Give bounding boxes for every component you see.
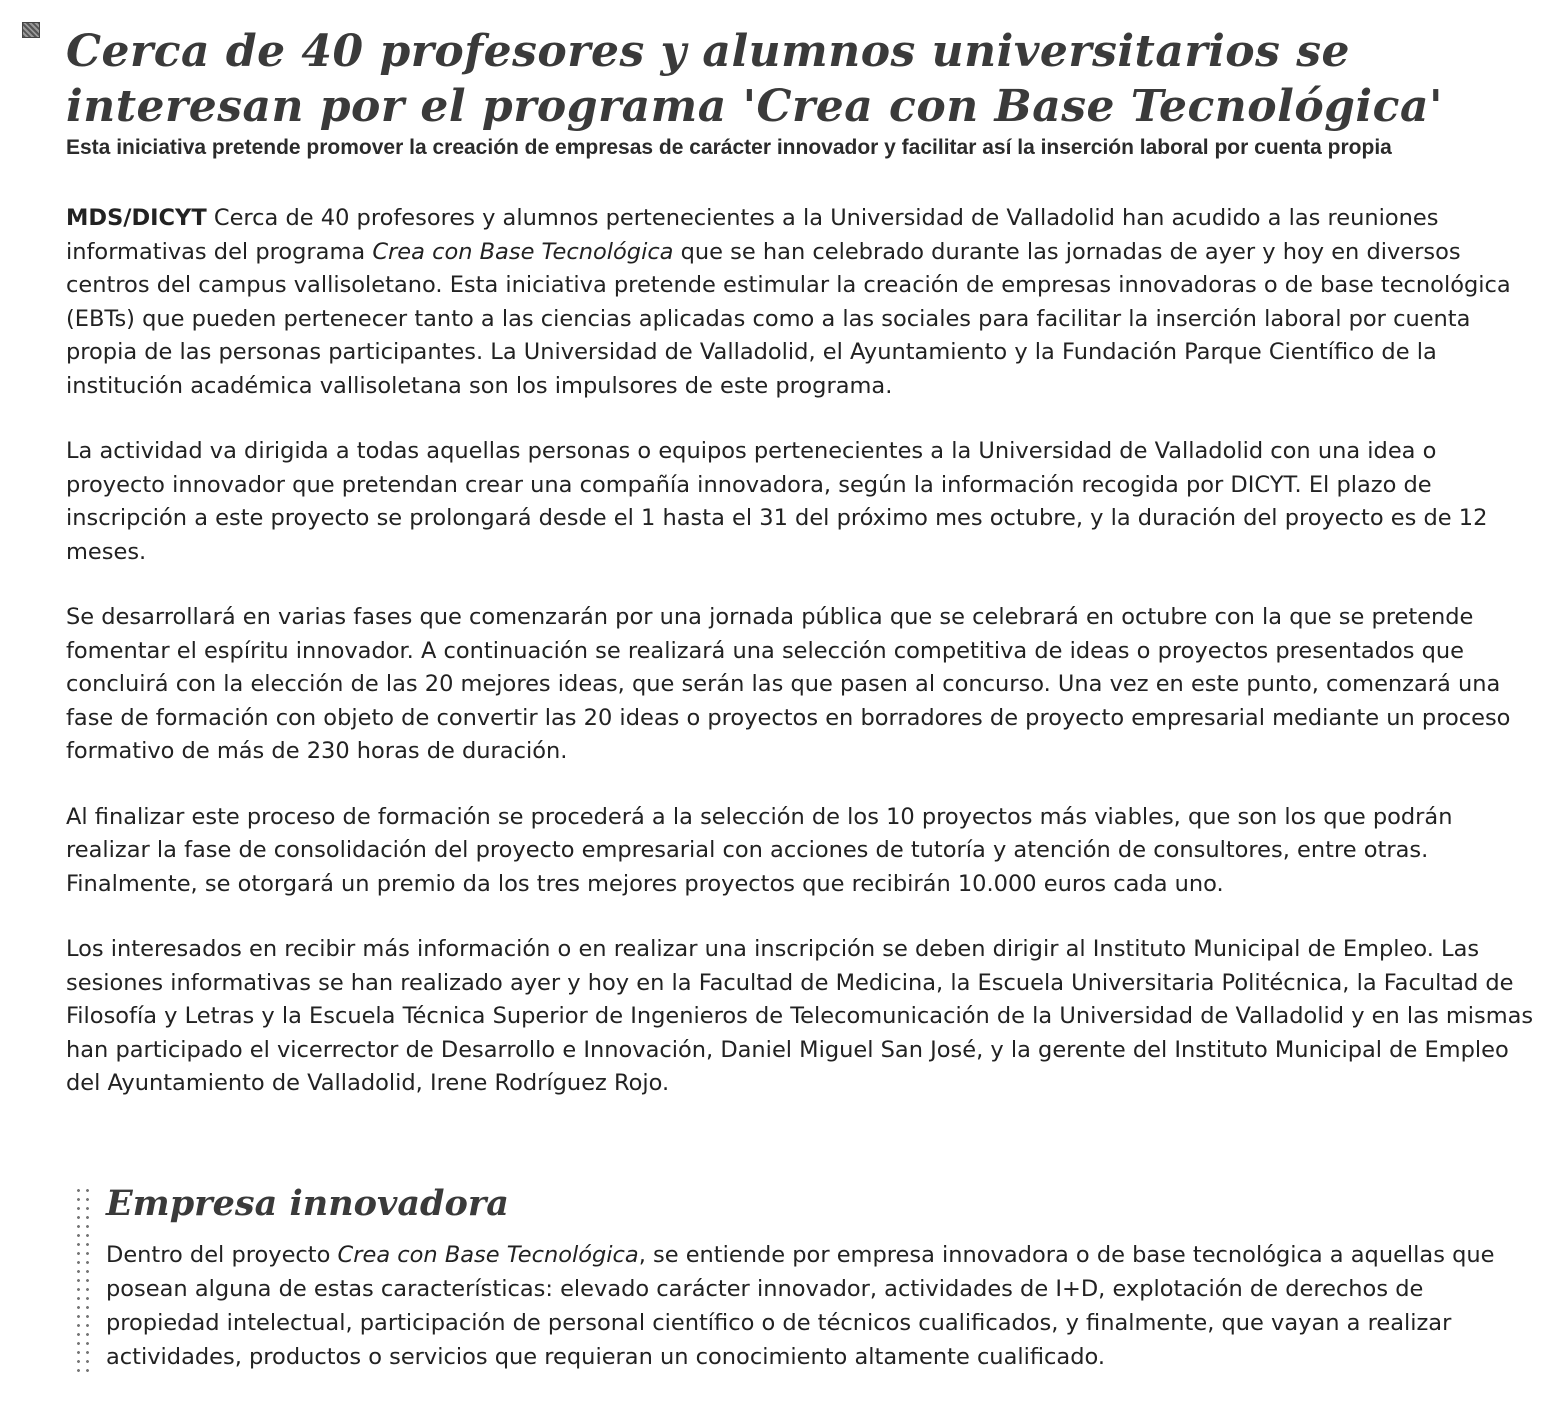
byline: MDS/DICYT xyxy=(66,205,207,231)
article-body xyxy=(66,202,1536,1133)
headline-bullet-icon xyxy=(22,22,40,38)
dotted-divider xyxy=(74,1186,92,1376)
paragraph-1-text-a: Cerca de 40 profesores y alumnos pertenecientes a la Universidad de Valladolid han acudido a las reuniones informativas del programa xyxy=(66,205,1439,265)
paragraph-2: La actividad va dirigida a todas aquellas personas o equipos pertenecientes a la Universidad de Valladolid con una idea o proyecto innovador que pretendan crear una compañía innovadora, según la información recogida por DICYT. El plazo de inscripción a este proyecto se prolongará desde el 1 hasta el 31 del próximo mes octubre, y la duración del proyecto es de 12 meses. xyxy=(66,438,1488,565)
sidebar-text-a: Dentro del proyecto xyxy=(106,1242,338,1268)
paragraph-4: Al finalizar este proceso de formación se procederá a la selección de los 10 proyectos más viables, que son los que podrán realizar la fase de consolidación del proyecto empresarial con acciones de tutoría y atención de consultores, entre otras. Finalmente, se otorgará un premio da los tres mejores proyectos que recibirán 10.000 euros cada uno. xyxy=(66,803,1453,897)
sidebar-text xyxy=(106,1238,1526,1374)
paragraph-3: Se desarrollará en varias fases que comenzarán por una jornada pública que se celebrará en octubre con la que se pretende fomentar el espíritu innovador. A continuación se realizará una selección competitiva de ideas o proyectos presentados que concluirá con la elección de las 20 mejores ideas, que serán las que pasen al concurso. Una vez en este punto, comenzará una fase de formación con objeto de convertir las 20 ideas o proyectos en borradores de proyecto empresarial mediante un proceso formativo de más de 230 horas de duración. xyxy=(66,604,1511,764)
paragraph-1-text-b: que se han celebrado durante las jornadas de ayer y hoy en diversos centros del campus vallisoletano. Esta iniciativa pretende estimular la creación de empresas innovadoras o de base tecnológica (EBTs) que pueden pertenecer tanto a las ciencias aplicadas como a las sociales para facilitar la inserción laboral por cuenta propia de las personas participantes. La Universidad de Valladolid, el Ayuntamiento y la Fundación Parque Científico de la institución académica vallisoletana son los impulsores de este programa. xyxy=(66,238,1511,399)
program-name: Crea con Base Tecnológica xyxy=(372,238,674,265)
sidebar-program-name: Crea con Base Tecnológica xyxy=(337,1242,639,1268)
paragraph-1 xyxy=(66,202,1536,403)
article-subheadline: Esta iniciativa pretende promover la creación de empresas de carácter innovador y facilitar así la inserción laboral por cuenta propia xyxy=(66,136,1392,159)
paragraph-5: Los interesados en recibir más información o en realizar una inscripción se deben dirigir al Instituto Municipal de Empleo. Las sesiones informativas se han realizado ayer y hoy en la Facultad de Medicina, la Escuela Universitaria Politécnica, la Facultad de Filosofía y Letras y la Escuela Técnica Superior de Ingenieros de Telecomunicación de la Universidad de Valladolid y en las mismas han participado el vicerrector de Desarrollo e Innovación, Daniel Miguel San José, y la gerente del Instituto Municipal de Empleo del Ayuntamiento de Valladolid, Irene Rodríguez Rojo. xyxy=(66,936,1534,1096)
sidebar-title: Empresa innovadora xyxy=(106,1183,509,1224)
article-headline: Cerca de 40 profesores y alumnos universitarios se interesan por el programa 'Crea con Base Tecnológica' xyxy=(66,26,1443,132)
sidebar-text-b: , se entiende por empresa innovadora o de base tecnológica a aquellas que posean alguna de estas características: elevado carácter innovador, actividades de I+D, explotación de derechos de propiedad intelectual, participación de personal científico o de técnicos cualificados, y finalmente, que vayan a realizar actividades, productos o servicios que requieran un conocimiento altamente cualificado. xyxy=(106,1242,1495,1370)
